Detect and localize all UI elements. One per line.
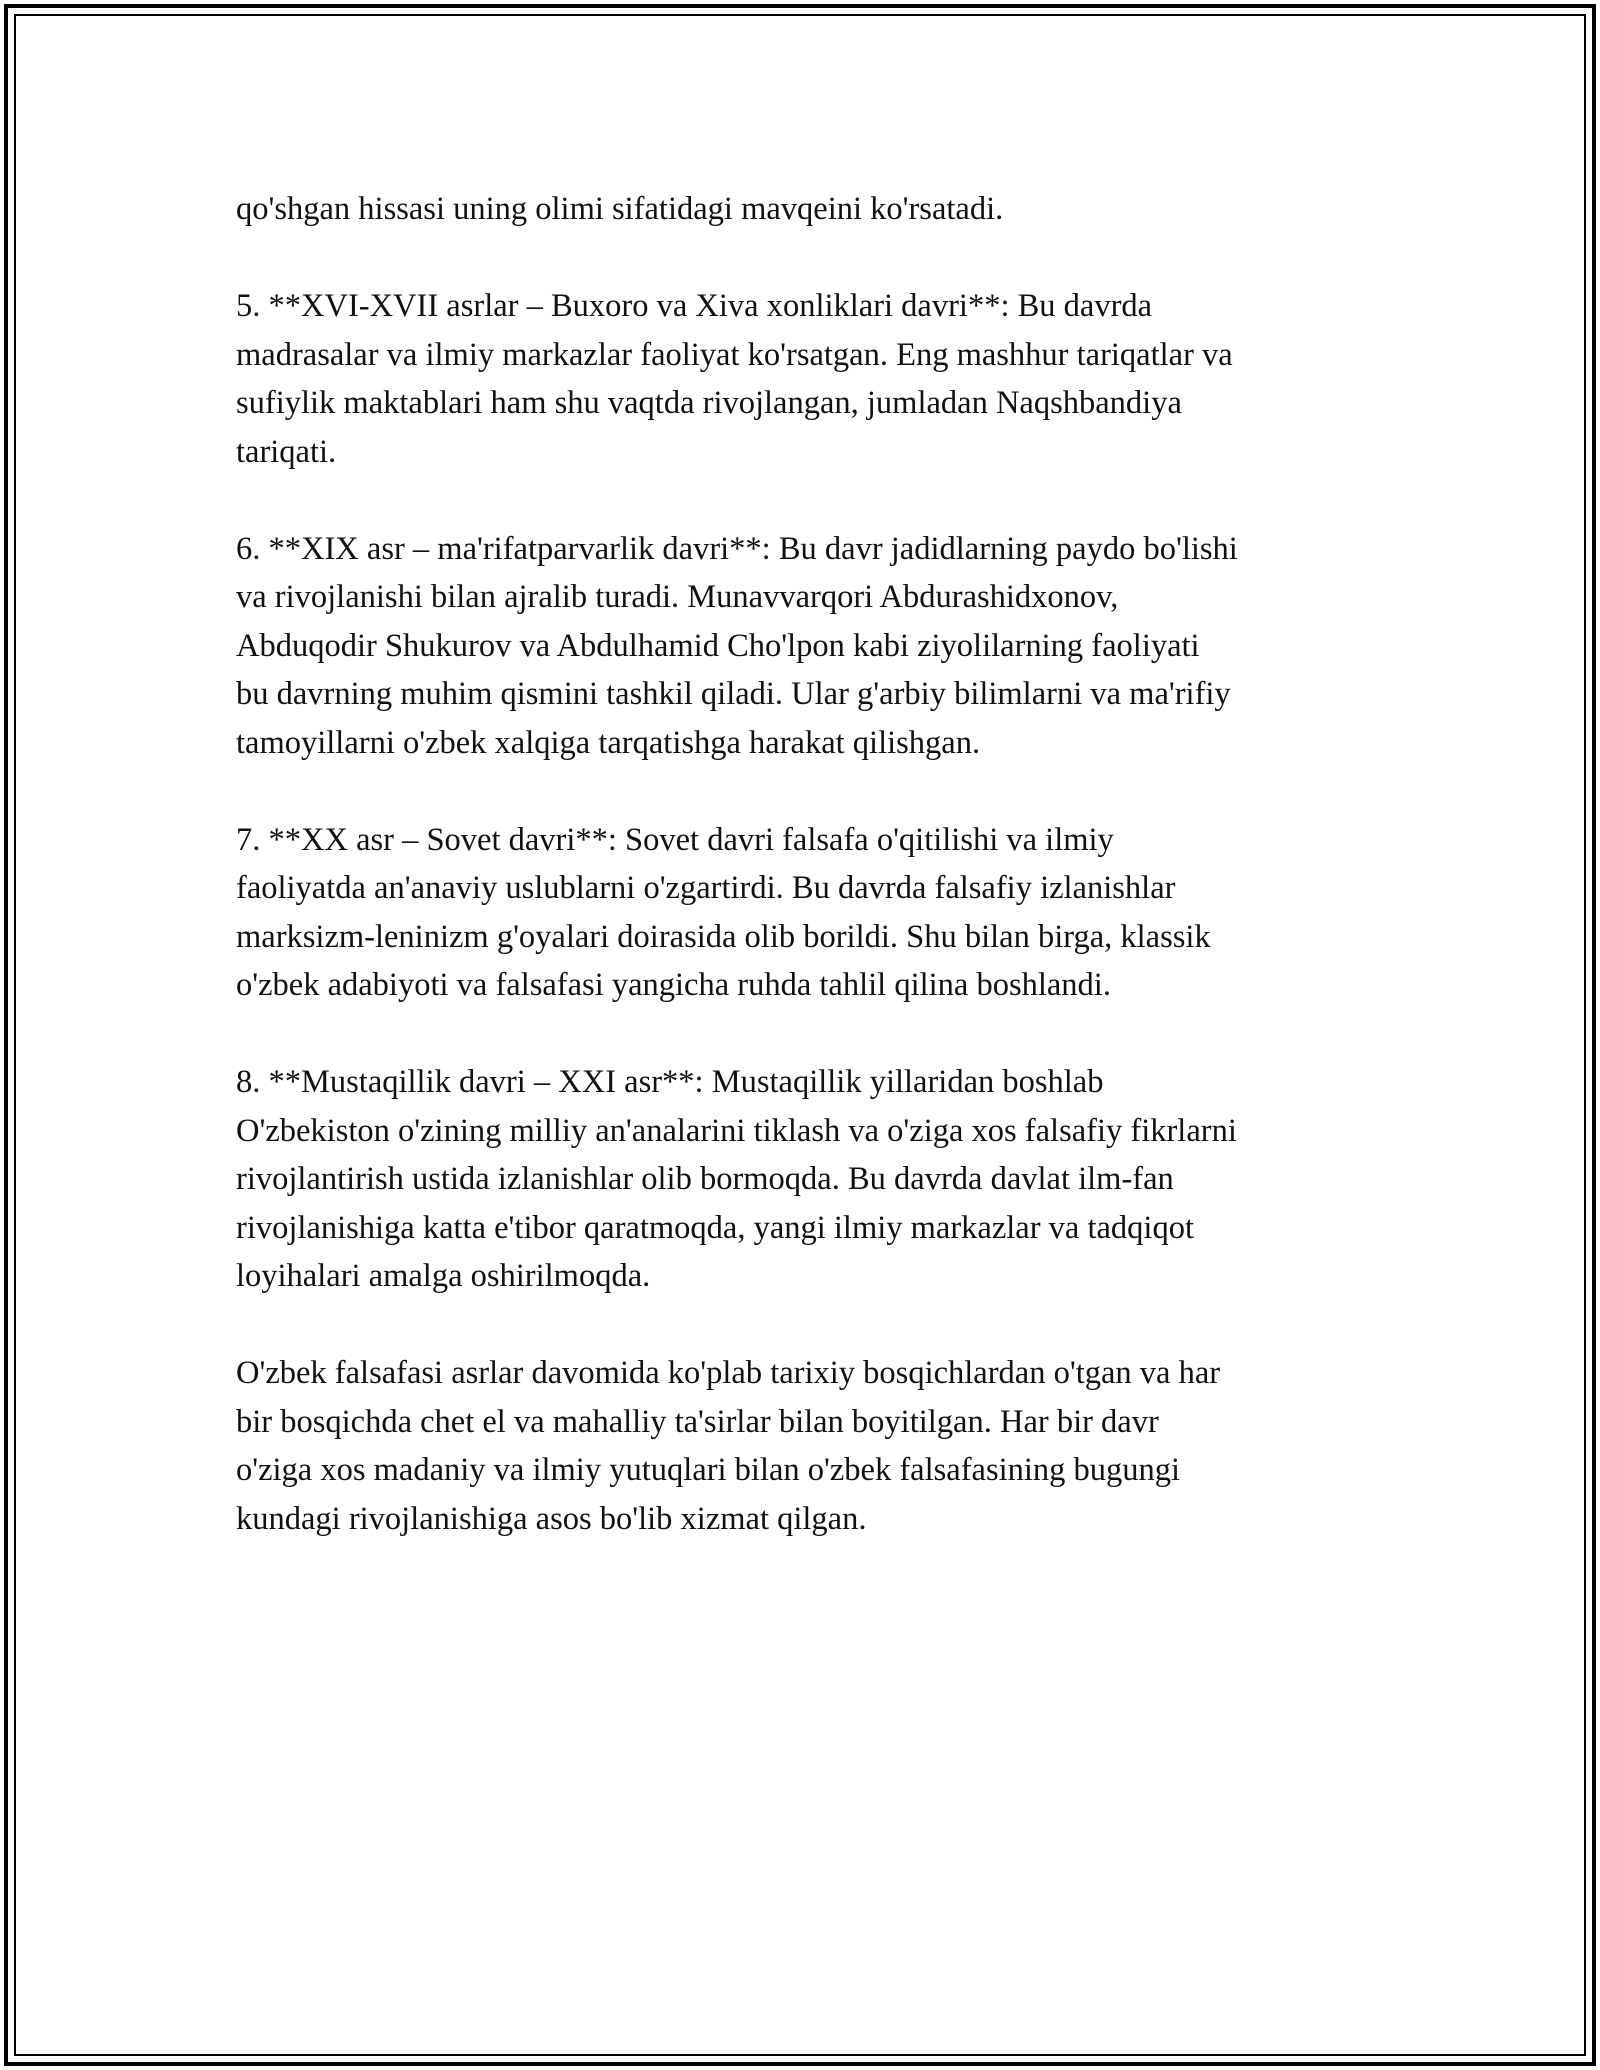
list-item-6: 6. **XIX asr – ma'rifatparvarlik davri**: Bu davr jadidlarning paydo bo'lishi va rivojlanishi bilan ajralib turadi. Munavvarqori Abdurashidxonov, Abduqodir Shukurov va Abdulhamid Cho'lpon kabi ziyolilarning faoliyati bu davrning muhim qismini tashkil qiladi. Ular g'arbiy bilimlarni va ma'rifiy tamoyillarni o'zbek xalqiga tarqatishga harakat qilishgan. <box>236 530 1238 761</box>
paragraph-conclusion: O'zbek falsafasi asrlar davomida ko'plab tarixiy bosqichlardan o'tgan va har bir bosqichda chet el va mahalliy ta'sirlar bilan boyitilgan. Har bir davr o'ziga xos madaniy va ilmiy yutuqlari bilan o'zbek falsafasining bugungi kundagi rivojlanishiga asos bo'lib xizmat qilgan. <box>236 1355 1221 1537</box>
list-item-5: 5. **XVI-XVII asrlar – Buxoro va Xiva xonliklari davri**: Bu davrda madrasalar va ilmiy markazlar faoliyat ko'rsatgan. Eng mashhur tariqatlar va sufiylik maktablari ham shu vaqtda rivojlangan, jumladan Naqshbandiya tariqati. <box>236 288 1233 470</box>
list-item-7: 7. **XX asr – Sovet davri**: Sovet davri falsafa o'qitilishi va ilmiy faoliyatda an'anaviy uslublarni o'zgartirdi. Bu davrda falsafiy izlanishlar marksizm-leninizm g'oyalari doirasida olib borildi. Shu bilan birga, klassik o'zbek adabiyoti va falsafasi yangicha ruhda tahlil qilina boshlandi. <box>236 821 1211 1003</box>
document-body <box>236 185 1386 1592</box>
list-item-8: 8. **Mustaqillik davri – XXI asr**: Mustaqillik yillaridan boshlab O'zbekiston o'zining milliy an'analarini tiklash va o'ziga xos falsafiy fikrlarni rivojlantirish ustida izlanishlar olib bormoqda. Bu davrda davlat ilm-fan rivojlanishiga katta e'tibor qaratmoqda, yangi ilmiy markazlar va tadqiqot loyihalari amalga oshirilmoqda. <box>236 1064 1237 1294</box>
paragraph-continuation: qo'shgan hissasi uning olimi sifatidagi mavqeini ko'rsatadi. <box>236 191 1004 227</box>
